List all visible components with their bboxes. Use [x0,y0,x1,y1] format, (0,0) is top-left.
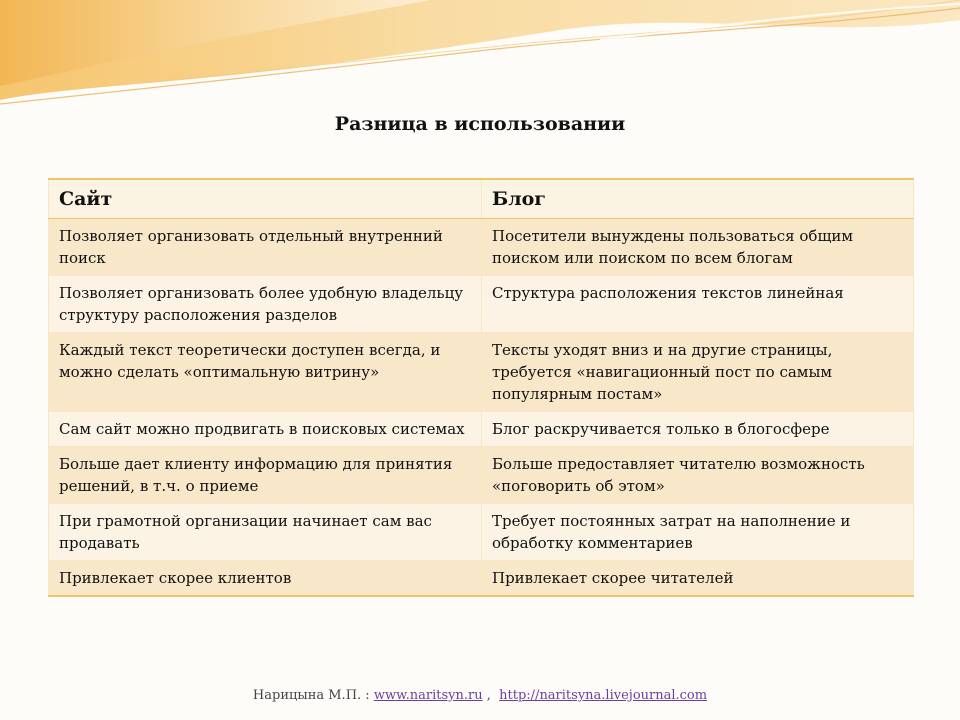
table-row [49,333,914,412]
cell-site: Привлекает скорее клиентов [49,561,482,597]
cell-blog: Посетители вынуждены пользоваться общим поиском или поиском по всем блогам [482,219,914,276]
cell-site: Сам сайт можно продвигать в поисковых системах [49,412,482,447]
cell-blog: Привлекает скорее читателей [482,561,914,597]
cell-site: Позволяет организовать более удобную владельцу структуру расположения разделов [49,276,482,333]
header-site: Сайт [49,179,482,219]
table-row [49,447,914,504]
table-row [49,219,914,276]
footer-author: Нарицына М.П. : [252,688,374,703]
cell-site: Каждый текст теоретически доступен всегда, и можно сделать «оптимальную витрину» [49,333,482,412]
footer-separator: , [482,688,500,703]
cell-site: Позволяет организовать отдельный внутренний поиск [49,219,482,276]
table-row [49,561,914,597]
table-row [49,504,914,561]
cell-site: При грамотной организации начинает сам вас продавать [49,504,482,561]
decorative-wave-header [0,0,960,130]
header-blog: Блог [482,179,914,219]
cell-blog: Структура расположения текстов линейная [482,276,914,333]
slide-title: Разница в использовании [334,113,626,135]
comparison-table [48,178,914,597]
table-row [49,412,914,447]
footer [0,688,960,703]
cell-blog: Блог раскручивается только в блогосфере [482,412,914,447]
table-row [49,276,914,333]
footer-link-livejournal[interactable]: http://naritsyna.livejournal.com [499,688,708,703]
cell-blog: Больше предоставляет читателю возможность «поговорить об этом» [482,447,914,504]
cell-blog: Тексты уходят вниз и на другие страницы, требуется «навигационный пост по самым популярным постам» [482,333,914,412]
cell-blog: Требует постоянных затрат на наполнение и обработку комментариев [482,504,914,561]
footer-link-site[interactable]: www.naritsyn.ru [373,688,483,703]
cell-site: Больше дает клиенту информацию для принятия решений, в т.ч. о приеме [49,447,482,504]
table-header-row [49,179,914,219]
